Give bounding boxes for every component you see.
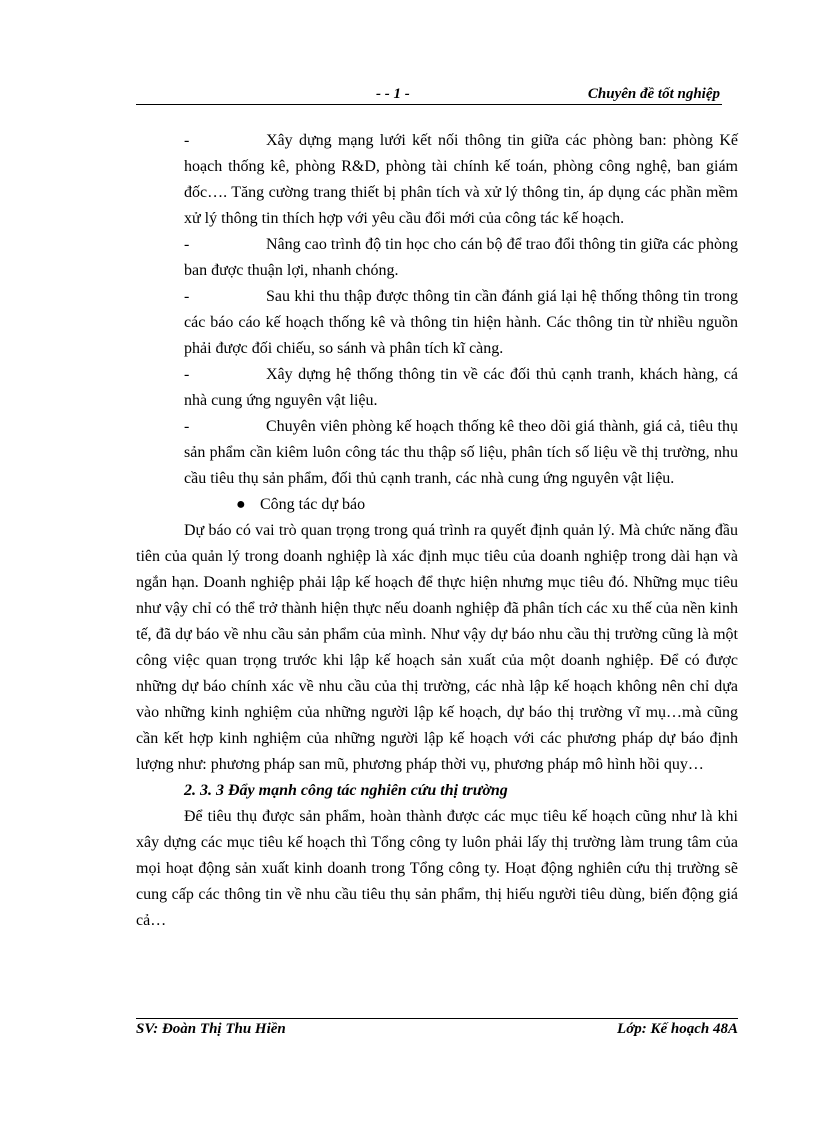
page-footer — [136, 1018, 738, 1039]
paragraph-market-research: Để tiêu thụ được sản phẩm, hoàn thành được các mục tiêu kế hoạch cũng như là khi xây dựng các mục tiêu kế hoạch thì Tổng công ty luôn phải lấy thị trường làm trung tâm của mọi hoạt động sản xuất kinh doanh trong Tổng công ty. Hoạt động nghiên cứu thị trường sẽ cung cấp các thông tin về nhu cầu tiêu thụ sản phẩm, thị hiếu người tiêu dùng, biến động giá cả… — [136, 808, 738, 929]
paragraph-text: Sau khi thu thập được thông tin cần đánh giá lại hệ thống thông tin trong các báo cáo kế hoạch thống kê và thông tin hiện hành. Các thông tin từ nhiều nguồn phải được đối chiếu, so sánh và phân tích kĩ càng. — [184, 288, 738, 357]
document-body — [136, 128, 738, 934]
paragraph-competitors — [136, 362, 738, 414]
class-name: Lớp: Kế hoạch 48A — [617, 1021, 738, 1037]
paragraph-network — [136, 128, 738, 232]
paragraph-text: Nâng cao trình độ tin học cho cán bộ để trao đổi thông tin giữa các phòng ban được thuận lợi, nhanh chóng. — [184, 236, 738, 279]
dash-marker: - — [184, 132, 190, 149]
paragraph-forecasting: Dự báo có vai trò quan trọng trong quá trình ra quyết định quản lý. Mà chức năng đầu tiên của quản lý trong doanh nghiệp là xác định mục tiêu của doanh nghiệp trong dài hạn và ngắn hạn. Doanh nghiệp phải lập kế hoạch để thực hiện nhưng mục tiêu đó. Những mục tiêu như vậy chỉ có thể trở thành hiện thực nếu doanh nghiệp đã phân tích các xu thế của nền kinh tế, đã dự báo về nhu cầu sản phẩm của mình. Như vậy dự báo nhu cầu thị trường cũng là một công việc quan trọng trước khi lập kế hoạch sản xuất của một doanh nghiệp. Để có được những dự báo chính xác về nhu cầu của thị trường, các nhà lập kế hoạch không nên chỉ dựa vào những kinh nghiệm của những người lập kế hoạch, dự báo thị trường vĩ mụ…mà cũng cần kết hợp kinh nghiệm của những người lập kế hoạch với các phương pháp dự báo định lượng như: phương pháp san mũ, phương pháp thời vụ, phương pháp mô hình hồi quy… — [136, 522, 738, 773]
dash-marker: - — [184, 236, 190, 253]
student-name: SV: Đoàn Thị Thu Hiền — [136, 1021, 286, 1037]
dash-marker: - — [184, 366, 190, 383]
bullet-text: Công tác dự báo — [260, 496, 366, 513]
paragraph-evaluate-info — [136, 284, 738, 362]
dash-marker: - — [184, 418, 190, 435]
section-heading: 2. 3. 3 Đẩy mạnh công tác nghiên cứu thị trường — [184, 782, 508, 799]
page-header — [136, 84, 722, 105]
paragraph-text: Xây dựng mạng lưới kết nối thông tin giữa các phòng ban: phòng Kế hoạch thống kê, phòng R&D, phòng tài chính kế toán, phòng công nghệ, ban giám đốc…. Tăng cường trang thiết bị phân tích và xử lý thông tin, áp dụng các phần mềm xử lý thông tin thích hợp với yêu cầu đổi mới của công tác kế hoạch. — [184, 132, 738, 227]
bullet-forecasting — [136, 492, 738, 518]
chapter-title: Chuyên đề tốt nghiệp — [587, 86, 720, 102]
dash-marker: - — [184, 288, 190, 305]
paragraph-specialist — [136, 414, 738, 492]
paragraph-text: Xây dựng hệ thống thông tin về các đối thủ cạnh tranh, khách hàng, cá nhà cung ứng nguyên vật liệu. — [184, 366, 738, 409]
page-number: - - 1 - — [376, 86, 410, 102]
paragraph-text: Chuyên viên phòng kế hoạch thống kê theo dõi giá thành, giá cả, tiêu thụ sản phẩm cần kiêm luôn công tác thu thập số liệu, phân tích số liệu về thị trường, nhu cầu tiêu thụ sản phẩm, đối thủ cạnh tranh, các nhà cung ứng nguyên vật liệu. — [184, 418, 738, 487]
paragraph-it-skills — [136, 232, 738, 284]
bullet-icon: ● — [236, 496, 246, 513]
